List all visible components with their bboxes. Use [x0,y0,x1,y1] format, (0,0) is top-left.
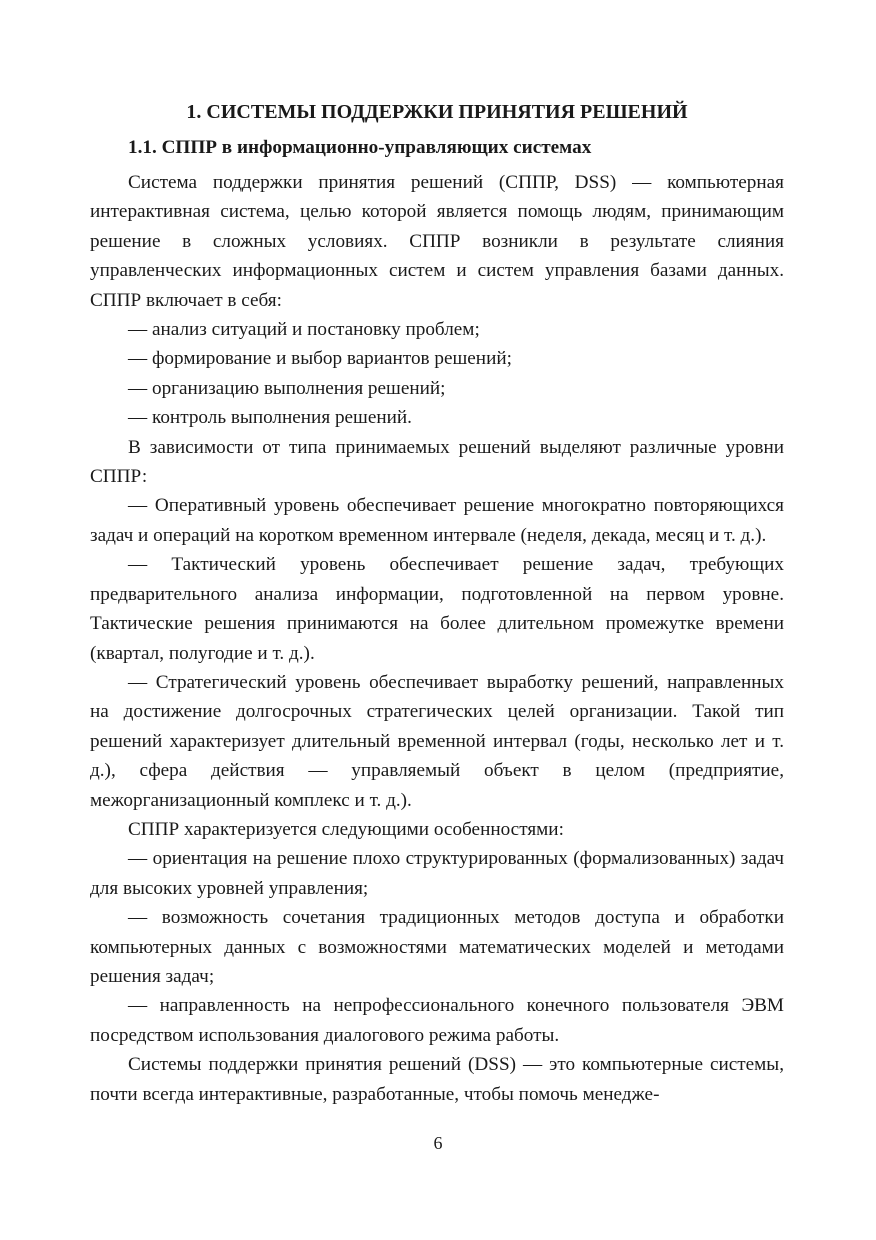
features-intro-paragraph: СППР характеризуется следующими особенностями: [128,818,564,840]
closing-paragraph: Системы поддержки принятия решений (DSS) — это компьютерные системы, почти всегда интерактивные, разработанные, чтобы помочь менедже- [90,1054,784,1105]
chapter-title: 1. СИСТЕМЫ ПОДДЕРЖКИ ПРИНЯТИЯ РЕШЕНИЙ [186,101,688,123]
list-item: — анализ ситуаций и постановку проблем; [128,319,480,341]
list-item-operational-level: — Оперативный уровень обеспечивает решение многократно повторяющихся задач и операций на коротком временном интервале (неделя, декада, месяц и т. д.). [90,495,784,546]
list-item-strategic-level: — Стратегический уровень обеспечивает выработку решений, направленных на достижение долгосрочных стратегических целей организации. Такой тип решений характеризует длительный временной интервал (годы, несколько лет и т. д.), сфера действия — управляемый объект в целом (предприятие, межорганизационный комплекс и т. д.). [90,671,784,811]
features-list [90,844,784,1050]
section-title: 1.1. СППР в информационно-управляющих системах [128,137,592,158]
list-item: — возможность сочетания традиционных методов доступа и обработки компьютерных данных с возможностями математических моделей и методами решения задач; [90,907,784,987]
intro-paragraph: Система поддержки принятия решений (СППР, DSS) — компьютерная интерактивная система, целью которой является помощь людям, принимающим решение в сложных условиях. СППР возникли в результате слияния управленческих информационных систем и систем управления базами данных. СППР включает в себя: [90,172,784,311]
page-number: 6 [433,1133,443,1153]
levels-intro-paragraph: В зависимости от типа принимаемых решений выделяют различные уровни СППР: [90,436,784,488]
list-item: — организацию выполнения решений; [128,377,446,399]
document-page [90,96,784,1109]
functions-list [90,315,784,433]
list-item: — ориентация на решение плохо структурированных (формализованных) задач для высоких уровней управления; [90,848,784,899]
list-item: — направленность на непрофессионального конечного пользователя ЭВМ посредством использования диалогового режима работы. [90,995,784,1046]
list-item: — формирование и выбор вариантов решений; [128,348,512,370]
list-item: — контроль выполнения решений. [128,407,412,429]
list-item-tactical-level: — Тактический уровень обеспечивает решение задач, требующих предварительного анализа информации, подготовленной на первом уровне. Тактические решения принимаются на более длительном промежутке времени (квартал, полугодие и т. д.). [90,554,784,664]
levels-list [90,491,784,814]
